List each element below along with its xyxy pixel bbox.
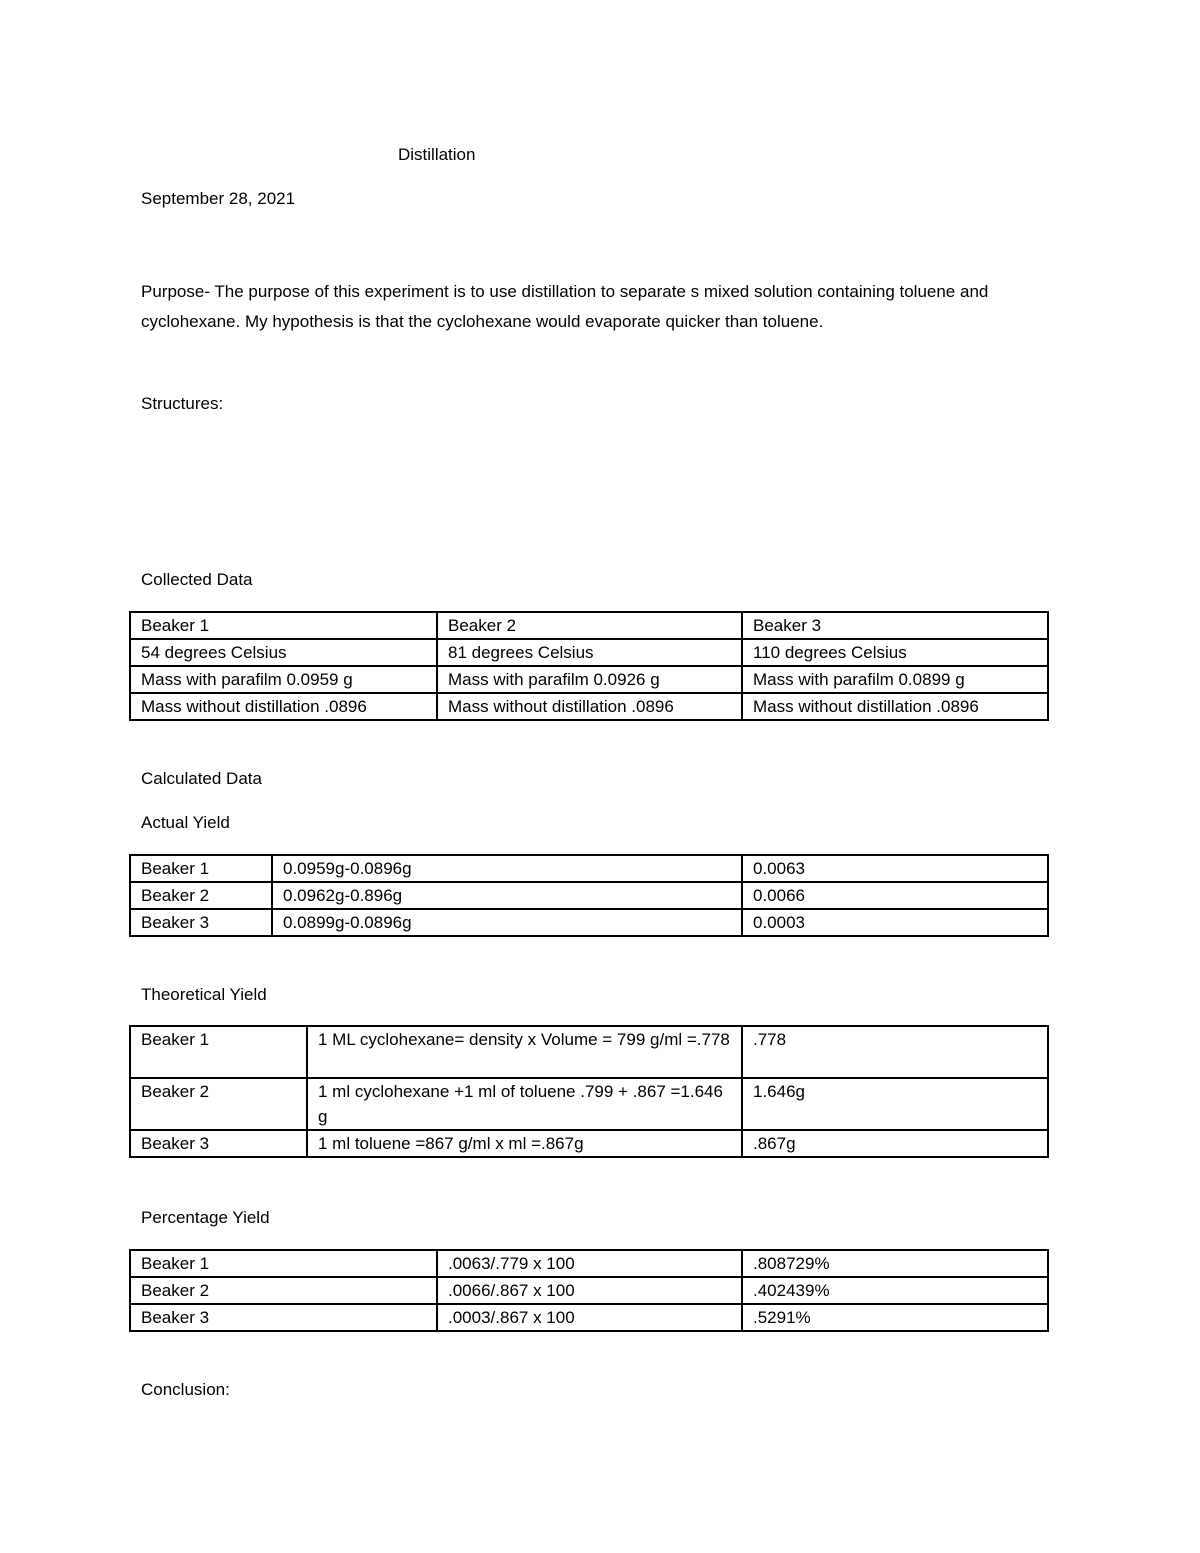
table-cell: Mass without distillation .0896 (130, 693, 437, 720)
table-cell: Beaker 3 (130, 1304, 437, 1331)
table-row (130, 693, 1048, 720)
table-cell: .867g (742, 1130, 1048, 1157)
table-cell: Mass with paraﬁlm 0.0959 g (130, 666, 437, 693)
table-cell: Beaker 1 (130, 1026, 307, 1078)
table-cell: Beaker 2 (130, 882, 272, 909)
table-cell: 54 degrees Celsius (130, 639, 437, 666)
table-cell: .808729% (742, 1250, 1048, 1277)
table-row (130, 666, 1048, 693)
conclusion-heading: Conclusion: (141, 1380, 230, 1399)
collected-data-table (129, 611, 1049, 721)
table-cell: 1 ML cyclohexane= density x Volume = 799 g/ml =.778 (307, 1026, 742, 1078)
table-row (130, 882, 1048, 909)
percentage-yield-table (129, 1249, 1049, 1332)
table-row (130, 612, 1048, 639)
document-date: September 28, 2021 (141, 189, 296, 208)
theoretical-yield-table (129, 1025, 1049, 1158)
table-cell: 0.0899g-0.0896g (272, 909, 742, 936)
percentage-yield-heading: Percentage Yield (141, 1208, 270, 1227)
table-cell: Mass with paraﬁlm 0.0899 g (742, 666, 1048, 693)
table-row (130, 1130, 1048, 1157)
table-cell: 0.0962g-0.896g (272, 882, 742, 909)
table-row (130, 1250, 1048, 1277)
table-cell: .0066/.867 x 100 (437, 1277, 742, 1304)
theoretical-yield-heading: Theoretical Yield (141, 985, 267, 1004)
collected-data-heading: Collected Data (141, 570, 253, 589)
table-cell: Beaker 2 (130, 1078, 307, 1130)
actual-yield-table (129, 854, 1049, 937)
table-cell: Beaker 3 (130, 909, 272, 936)
table-cell: .402439% (742, 1277, 1048, 1304)
table-row (130, 855, 1048, 882)
table-cell: Mass without distillation .0896 (742, 693, 1048, 720)
table-row (130, 639, 1048, 666)
table-cell: .0063/.779 x 100 (437, 1250, 742, 1277)
table-row (130, 1078, 1048, 1130)
table-cell: 1 ml toluene =867 g/ml x ml =.867g (307, 1130, 742, 1157)
table-cell: 0.0063 (742, 855, 1048, 882)
table-cell: .0003/.867 x 100 (437, 1304, 742, 1331)
table-row (130, 1304, 1048, 1331)
table-cell: 0.0959g-0.0896g (272, 855, 742, 882)
table-row (130, 909, 1048, 936)
table-row (130, 1026, 1048, 1078)
table-cell: Beaker 1 (130, 1250, 437, 1277)
table-cell: Beaker 1 (130, 855, 272, 882)
calculated-data-heading: Calculated Data (141, 769, 262, 788)
table-cell: Mass without distillation .0896 (437, 693, 742, 720)
table-cell: Beaker 2 (130, 1277, 437, 1304)
purpose-paragraph: Purpose- The purpose of this experiment is to use distillation to separate s mixed solution containing toluene and cyclohexane. My hypothesis is that the cyclohexane would evaporate quicker than toluene. (141, 282, 989, 331)
table-cell: .778 (742, 1026, 1048, 1078)
table-cell: 0.0066 (742, 882, 1048, 909)
table-row (130, 1277, 1048, 1304)
document-title: Distillation (398, 145, 476, 164)
table-cell: Beaker 3 (742, 612, 1048, 639)
table-cell: Beaker 1 (130, 612, 437, 639)
table-cell: 1.646g (742, 1078, 1048, 1130)
table-cell: 81 degrees Celsius (437, 639, 742, 666)
table-cell: 0.0003 (742, 909, 1048, 936)
structures-heading: Structures: (141, 394, 224, 413)
actual-yield-heading: Actual Yield (141, 813, 230, 832)
table-cell: Beaker 3 (130, 1130, 307, 1157)
table-cell: 110 degrees Celsius (742, 639, 1048, 666)
table-cell: .5291% (742, 1304, 1048, 1331)
table-cell: Beaker 2 (437, 612, 742, 639)
table-cell: 1 ml cyclohexane +1 ml of toluene .799 + .867 =1.646 g (307, 1078, 742, 1130)
table-cell: Mass with paraﬁlm 0.0926 g (437, 666, 742, 693)
